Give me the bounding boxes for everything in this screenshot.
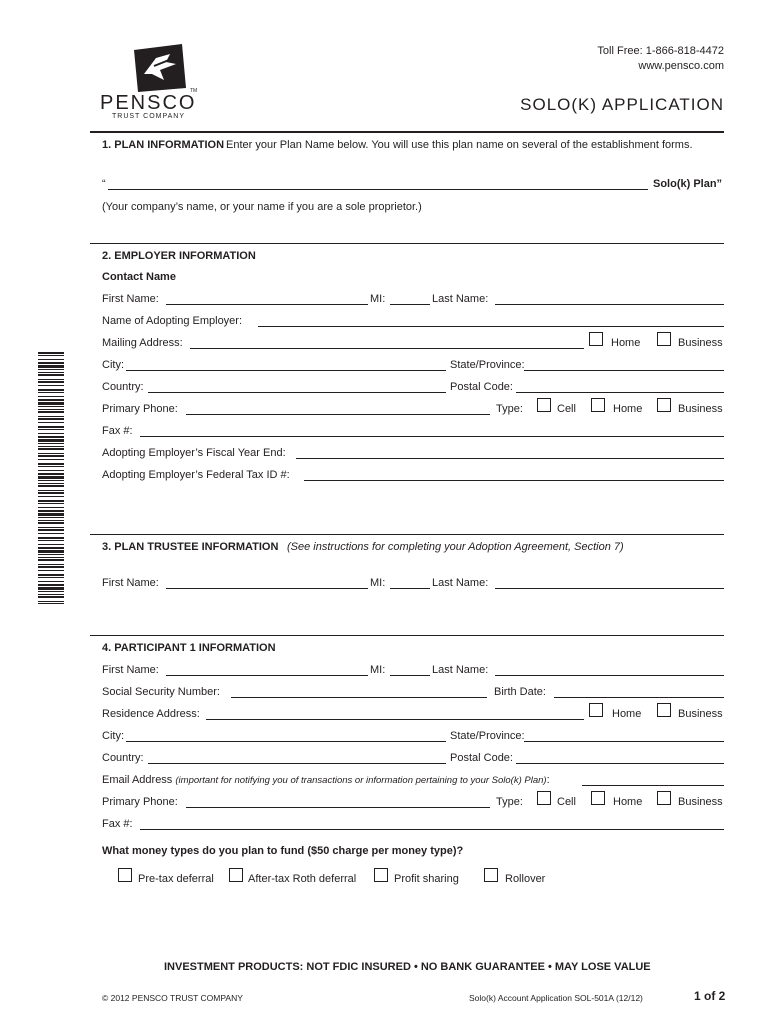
barcode-image [38, 352, 64, 604]
participant-mi-label: MI: [370, 664, 386, 676]
participant-city-field[interactable] [126, 741, 446, 742]
participant-phone-business-label: Business [678, 796, 723, 808]
email-colon: : [546, 774, 550, 786]
residence-address-field[interactable] [206, 719, 584, 720]
mailing-home-checkbox[interactable] [589, 332, 603, 346]
plan-name-note: (Your company’s name, or your name if you are a sole proprietor.) [102, 201, 422, 213]
participant-phone-cell-label: Cell [557, 796, 576, 808]
phone-type-label: Type: [496, 403, 523, 415]
after-tax-roth-label: After-tax Roth deferral [248, 873, 357, 885]
mailing-address-label: Mailing Address: [102, 337, 183, 349]
email-note: (important for notifying you of transactions or information pertaining to your Solo(k) Plan) [175, 775, 547, 786]
tax-id-label: Adopting Employer’s Federal Tax ID #: [102, 469, 290, 481]
first-name-label: First Name: [102, 293, 159, 305]
logo-subtitle: TRUST COMPANY [112, 113, 186, 120]
website: www.pensco.com [638, 60, 724, 72]
toll-free: Toll Free: 1-866-818-4472 [597, 45, 724, 57]
trustee-last-name-label: Last Name: [432, 577, 489, 589]
ssn-label: Social Security Number: [102, 686, 220, 698]
mailing-business-label: Business [678, 337, 723, 349]
form-id: Solo(k) Account Application SOL-501A (12/12) [469, 993, 643, 1003]
money-types-question: What money types do you plan to fund ($50 charge per money type)? [102, 845, 464, 857]
participant-fax-field[interactable] [140, 829, 724, 830]
adopting-employer-label: Name of Adopting Employer: [102, 315, 243, 327]
section-1-heading: 1. PLAN INFORMATION [102, 139, 225, 151]
postal-code-label: Postal Code: [450, 381, 513, 393]
trustee-last-name-field[interactable] [495, 588, 724, 589]
employer-first-name-field[interactable] [166, 304, 368, 305]
section-3-heading: 3. PLAN TRUSTEE INFORMATION [102, 541, 279, 553]
participant-country-field[interactable] [148, 763, 446, 764]
primary-phone-label: Primary Phone: [102, 403, 178, 415]
state-label: State/Province: [450, 359, 525, 371]
participant-country-label: Country: [102, 752, 144, 764]
open-quote: “ [102, 178, 106, 190]
mi-label: MI: [370, 293, 386, 305]
employer-state-field[interactable] [524, 370, 724, 371]
city-label: City: [102, 359, 124, 371]
trustee-first-name-label: First Name: [102, 577, 159, 589]
participant-last-name-field[interactable] [495, 675, 724, 676]
employer-country-field[interactable] [148, 392, 446, 393]
fiscal-year-field[interactable] [296, 458, 724, 459]
mailing-address-field[interactable] [190, 348, 584, 349]
section-3-instruction: (See instructions for completing your Adoption Agreement, Section 7) [287, 541, 624, 553]
participant-postal-field[interactable] [516, 763, 724, 764]
participant-first-name-label: First Name: [102, 664, 159, 676]
title-rule [90, 131, 724, 133]
employer-fax-field[interactable] [140, 436, 724, 437]
participant-state-label: State/Province: [450, 730, 525, 742]
barcode-icon [38, 352, 64, 604]
birth-date-field[interactable] [554, 697, 724, 698]
participant-phone-business-checkbox[interactable] [657, 791, 671, 805]
last-name-label: Last Name: [432, 293, 489, 305]
participant-last-name-label: Last Name: [432, 664, 489, 676]
phone-business-checkbox[interactable] [657, 398, 671, 412]
email-label-text: Email Address [102, 774, 173, 786]
participant-phone-cell-checkbox[interactable] [537, 791, 551, 805]
page-number: 1 of 2 [694, 989, 726, 1003]
residence-business-label: Business [678, 708, 723, 720]
employer-last-name-field[interactable] [495, 304, 724, 305]
participant-phone-label: Primary Phone: [102, 796, 178, 808]
solok-plan-suffix: Solo(k) Plan” [653, 178, 723, 190]
logo-name: PENSCO [100, 92, 197, 114]
tax-id-field[interactable] [304, 480, 724, 481]
section-4-heading: 4. PARTICIPANT 1 INFORMATION [102, 642, 276, 654]
adopting-employer-field[interactable] [258, 326, 724, 327]
employer-phone-field[interactable] [186, 414, 490, 415]
pensco-logo [100, 44, 212, 122]
residence-business-checkbox[interactable] [657, 703, 671, 717]
plan-name-field[interactable] [108, 189, 648, 190]
participant-phone-home-checkbox[interactable] [591, 791, 605, 805]
phone-home-label: Home [613, 403, 643, 415]
participant-postal-label: Postal Code: [450, 752, 513, 764]
residence-home-label: Home [612, 708, 642, 720]
copyright: © 2012 PENSCO TRUST COMPANY [102, 993, 243, 1003]
phone-business-label: Business [678, 403, 723, 415]
section-3-rule [90, 534, 724, 535]
email-field[interactable] [582, 785, 724, 786]
participant-mi-field[interactable] [390, 675, 430, 676]
country-label: Country: [102, 381, 144, 393]
section-1-instruction: Enter your Plan Name below. You will use this plan name on several of the establishment forms. [226, 139, 693, 151]
phone-cell-label: Cell [557, 403, 576, 415]
residence-address-label: Residence Address: [102, 708, 200, 720]
mailing-business-checkbox[interactable] [657, 332, 671, 346]
pensco-logo-mark-icon [130, 44, 190, 92]
mailing-home-label: Home [611, 337, 641, 349]
participant-fax-label: Fax #: [102, 818, 133, 830]
trustee-mi-label: MI: [370, 577, 386, 589]
section-2-heading: 2. EMPLOYER INFORMATION [102, 250, 256, 262]
rollover-label: Rollover [505, 873, 546, 885]
residence-home-checkbox[interactable] [589, 703, 603, 717]
email-label [102, 774, 550, 787]
trustee-mi-field[interactable] [390, 588, 430, 589]
section-4-rule [90, 635, 724, 636]
fiscal-year-label: Adopting Employer’s Fiscal Year End: [102, 447, 286, 459]
section-2-rule [90, 243, 724, 244]
after-tax-roth-checkbox[interactable] [229, 868, 243, 882]
participant-city-label: City: [102, 730, 124, 742]
profit-sharing-checkbox[interactable] [374, 868, 388, 882]
ssn-field[interactable] [231, 697, 487, 698]
fax-label: Fax #: [102, 425, 133, 437]
profit-sharing-label: Profit sharing [394, 873, 459, 885]
fdic-disclaimer: INVESTMENT PRODUCTS: NOT FDIC INSURED • NO BANK GUARANTEE • MAY LOSE VALUE [164, 961, 651, 973]
employer-postal-field[interactable] [516, 392, 724, 393]
employer-city-field[interactable] [126, 370, 446, 371]
employer-mi-field[interactable] [390, 304, 430, 305]
rollover-checkbox[interactable] [484, 868, 498, 882]
phone-cell-checkbox[interactable] [537, 398, 551, 412]
participant-phone-type-label: Type: [496, 796, 523, 808]
contact-name-label: Contact Name [102, 271, 176, 283]
logo-tm: TM [190, 88, 198, 94]
pre-tax-deferral-checkbox[interactable] [118, 868, 132, 882]
page-title: SOLO(K) APPLICATION [520, 95, 724, 114]
phone-home-checkbox[interactable] [591, 398, 605, 412]
pre-tax-deferral-label: Pre-tax deferral [138, 873, 214, 885]
participant-first-name-field[interactable] [166, 675, 368, 676]
birth-date-label: Birth Date: [494, 686, 546, 698]
participant-phone-home-label: Home [613, 796, 643, 808]
trustee-first-name-field[interactable] [166, 588, 368, 589]
participant-phone-field[interactable] [186, 807, 490, 808]
participant-state-field[interactable] [524, 741, 724, 742]
